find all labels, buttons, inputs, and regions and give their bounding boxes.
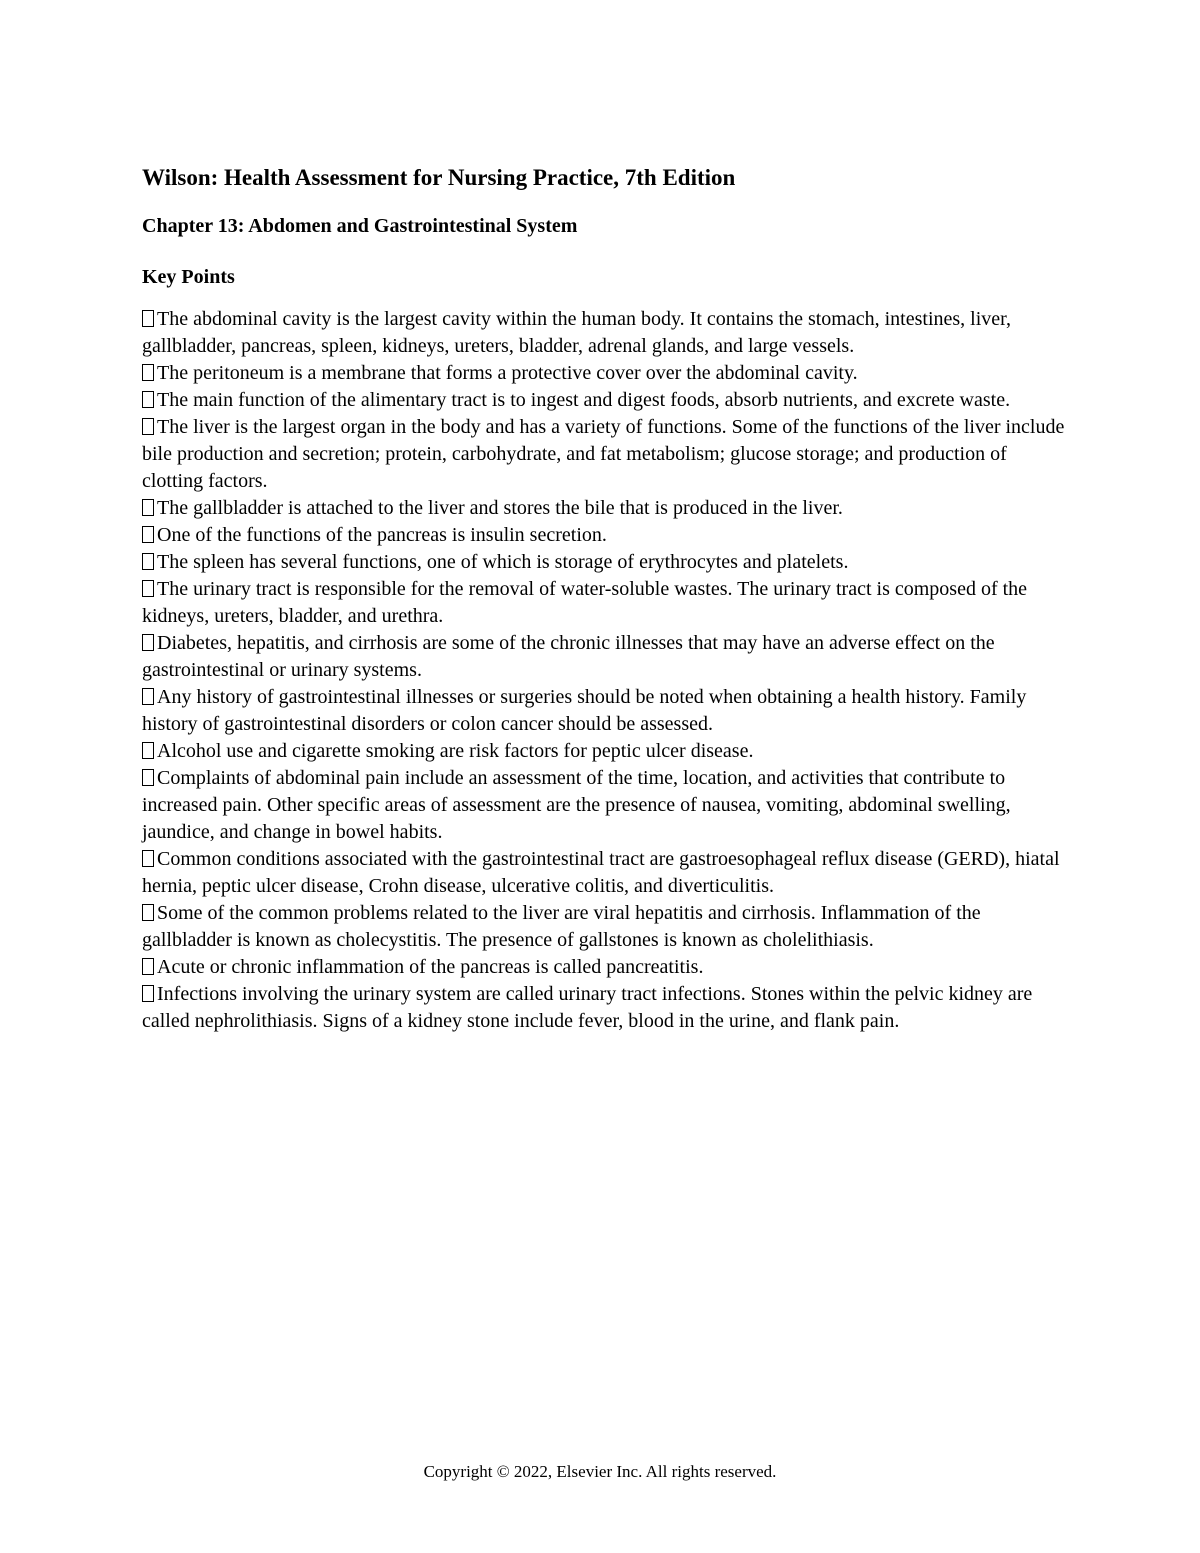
key-point — [142, 495, 1072, 522]
key-point-text: Complaints of abdominal pain include an assessment of the time, location, and activities that contribute to increased pain. Other specific areas of assessment are the presence of nausea, vomiting, abdominal swelling, jaundice, and change in bowel habits. — [142, 767, 1011, 843]
key-point — [142, 765, 1072, 846]
copyright-footer: Copyright © 2022, Elsevier Inc. All rights reserved. — [423, 1462, 777, 1481]
key-point — [142, 387, 1072, 414]
key-point — [142, 414, 1072, 495]
key-point-text: One of the functions of the pancreas is insulin secretion. — [157, 524, 607, 546]
key-point — [142, 684, 1072, 738]
page-content — [142, 160, 1072, 1035]
missing-glyph-box-icon — [142, 985, 154, 1002]
key-point-text: Infections involving the urinary system are called urinary tract infections. Stones within the pelvic kidney are called nephrolithiasis. Signs of a kidney stone include fever, blood in the urine, and flank pain. — [142, 983, 1033, 1032]
key-points-heading: Key Points — [142, 266, 235, 288]
key-point-text: Alcohol use and cigarette smoking are risk factors for peptic ulcer disease. — [157, 740, 754, 762]
missing-glyph-box-icon — [142, 904, 154, 921]
key-points-list — [142, 306, 1072, 1035]
key-point-text: Diabetes, hepatitis, and cirrhosis are some of the chronic illnesses that may have an adverse effect on the gastrointestinal or urinary systems. — [142, 632, 995, 681]
chapter-title: Chapter 13: Abdomen and Gastrointestinal System — [142, 215, 578, 237]
key-point-text: The urinary tract is responsible for the removal of water-soluble wastes. The urinary tract is composed of the kidneys, ureters, bladder, and urethra. — [142, 578, 1028, 627]
missing-glyph-box-icon — [142, 742, 154, 759]
missing-glyph-box-icon — [142, 310, 154, 327]
key-point — [142, 630, 1072, 684]
key-point — [142, 522, 1072, 549]
missing-glyph-box-icon — [142, 418, 154, 435]
key-point-text: The main function of the alimentary tract is to ingest and digest foods, absorb nutrients, and excrete waste. — [157, 389, 1011, 411]
key-point — [142, 576, 1072, 630]
key-point-text: Acute or chronic inflammation of the pancreas is called pancreatitis. — [157, 956, 704, 978]
document-title: Wilson: Health Assessment for Nursing Practice, 7th Edition — [142, 165, 736, 190]
key-point-text: The abdominal cavity is the largest cavity within the human body. It contains the stomach, intestines, liver, gallbladder, pancreas, spleen, kidneys, ureters, bladder, adrenal glands, and large vessels. — [142, 308, 1012, 357]
key-point — [142, 306, 1072, 360]
key-point-text: Common conditions associated with the gastrointestinal tract are gastroesophageal reflux disease (GERD), hiatal hernia, peptic ulcer disease, Crohn disease, ulcerative colitis, and diverticulitis. — [142, 848, 1060, 897]
missing-glyph-box-icon — [142, 958, 154, 975]
missing-glyph-box-icon — [142, 580, 154, 597]
key-point — [142, 360, 1072, 387]
missing-glyph-box-icon — [142, 499, 154, 516]
key-point — [142, 900, 1072, 954]
key-point — [142, 738, 1072, 765]
missing-glyph-box-icon — [142, 769, 154, 786]
key-point — [142, 981, 1072, 1035]
key-point-text: The liver is the largest organ in the body and has a variety of functions. Some of the functions of the liver include bile production and secretion; protein, carbohydrate, and fat metabolism; glucose storage; and production of clotting factors. — [142, 416, 1065, 492]
missing-glyph-box-icon — [142, 850, 154, 867]
missing-glyph-box-icon — [142, 634, 154, 651]
missing-glyph-box-icon — [142, 526, 154, 543]
key-point-text: The gallbladder is attached to the liver and stores the bile that is produced in the liver. — [157, 497, 843, 519]
key-point-text: Any history of gastrointestinal illnesses or surgeries should be noted when obtaining a health history. Family history of gastrointestinal disorders or colon cancer should be assessed. — [142, 686, 1027, 735]
key-point-text: The peritoneum is a membrane that forms a protective cover over the abdominal cavity. — [157, 362, 858, 384]
missing-glyph-box-icon — [142, 688, 154, 705]
key-point — [142, 954, 1072, 981]
missing-glyph-box-icon — [142, 553, 154, 570]
key-point-text: The spleen has several functions, one of which is storage of erythrocytes and platelets. — [157, 551, 849, 573]
missing-glyph-box-icon — [142, 364, 154, 381]
key-point-text: Some of the common problems related to the liver are viral hepatitis and cirrhosis. Inflammation of the gallbladder is known as cholecystitis. The presence of gallstones is known as cholelithiasis. — [142, 902, 981, 951]
key-point — [142, 549, 1072, 576]
key-point — [142, 846, 1072, 900]
missing-glyph-box-icon — [142, 391, 154, 408]
